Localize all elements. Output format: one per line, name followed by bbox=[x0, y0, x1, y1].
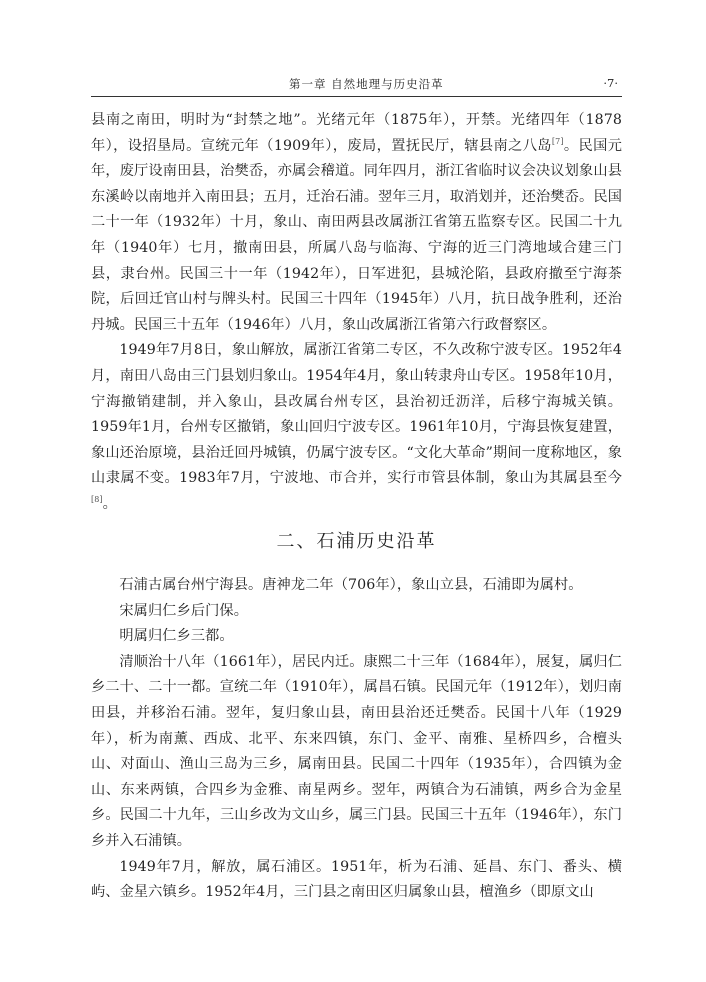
chapter-title: 第一章 自然地理与历史沿革 bbox=[289, 77, 444, 91]
paragraph: 宋属归仁乡后门保。 bbox=[119, 602, 248, 619]
paragraph: 县南之南田，明时为“封禁之地”。光绪元年（1875年），开禁。光绪四年（1878年），设招垦局。宣统元年（1909年），废局，置抚民厅，辖县南之八岛[7]。民国元年，废厅设南田县，治樊岙，亦属会稽道。同年四月，浙江省临时议会决议划象山县东溪岭以南地并入南田县；五月，迁治石浦。翌年三月，取消划并，还治樊岙。民国二十一年（1932年）十月，象山、南田两县改属浙江省第五监察专区。民国二十九年（1940年）七月，撤南田县，所属八岛与临海、宁海的近三门湾地域合建三门县，隶台州。民国三十一年（1942年），日军进犯，县城沦陷，县政府撤至宁海茶院，后回迁官山村与牌头村。民国三十四年（1945年）八月，抗日战争胜利，还治丹城。民国三十五年（1946年）八月，象山改属浙江省第六行政督察区。 bbox=[91, 112, 623, 333]
running-header bbox=[91, 70, 622, 97]
footnote-ref: [8] bbox=[91, 494, 103, 504]
paragraph: 1949年7月8日，象山解放，属浙江省第二专区，不久改称宁波专区。1952年4月，南田八岛由三门县划归象山。1954年4月，象山转隶舟山专区。1958年10月，宁海撤销建制，并入象山，县改属台州专区，县治初迁沥洋，后移宁海城关镇。1959年1月，台州专区撤销，象山回归宁波专区。1961年10月，宁海县恢复建置，象山还治原境，县治迁回丹城镇，仍属宁波专区。“文化大革命”期间一度称地区，象山隶属不变。1983年7月，宁波地、市合并，实行市管县体制，象山为其属县至今[8]。 bbox=[91, 342, 622, 512]
paragraph: 石浦古属台州宁海县。唐神龙二年（706年），象山立县，石浦即为属村。 bbox=[119, 577, 583, 593]
page-number: ·7· bbox=[603, 76, 618, 90]
paragraph: 清顺治十八年（1661年），居民内迁。康熙二十三年（1684年），展复，属归仁乡二十、二十一都。宣统二年（1910年），属昌石镇。民国元年（1912年），划归南田县，并移治石浦。翌年，复归象山县，南田县治还迁樊岙。民国十八年（1929年），析为南薰、西成、北平、东来四镇，东门、金平、南雅、星桥四乡，合檀头山、对面山、渔山三岛为三乡，属南田县。民国二十四年（1935年），合四镇为金山、东来两镇，合四乡为金雅、南星两乡。翌年，两镇合为石浦镇，两乡合为金星乡。民国二十九年，三山乡改为文山乡，属三门县。民国三十五年（1946年），东门乡并入石浦镇。 bbox=[91, 653, 622, 849]
paragraph: 1949年7月，解放，属石浦区。1951年，析为石浦、延昌、东门、番头、横屿、金星六镇乡。1952年4月，三门县之南田区归属象山县，檀渔乡（即原文山 bbox=[91, 858, 622, 901]
paragraph: 明属归仁乡三都。 bbox=[119, 628, 234, 645]
footnote-ref: [7] bbox=[551, 136, 564, 146]
body-text-upper bbox=[91, 108, 622, 518]
body-text-lower bbox=[91, 573, 622, 906]
section-heading: 二、石浦历史沿革 bbox=[276, 531, 437, 552]
